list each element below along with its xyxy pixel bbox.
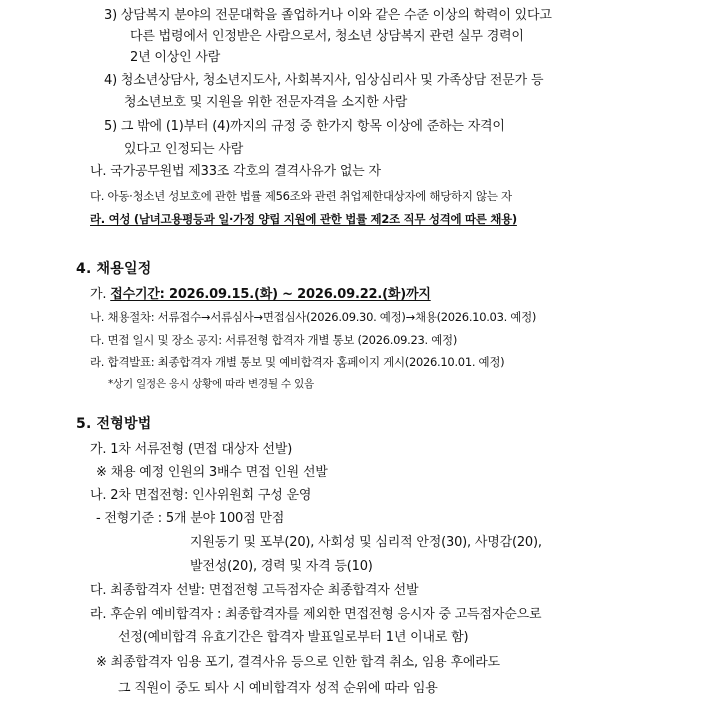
application-period: 접수기간: 2026.09.15.(화) ~ 2026.09.22.(화)까지: [110, 287, 431, 302]
schedule-na: 나. 채용절차: 서류접수→서류심사→면접심사(2026.09.30. 예정)→채용(2026.10.03. 예정): [90, 310, 537, 324]
selection-criteria-detail-1: 지원동기 및 포부(20), 사회성 및 심리적 안정(30), 사명감(20),: [190, 535, 542, 550]
qualification-item-3-line-3: 2년 이상인 사람: [130, 50, 221, 65]
qualification-item-5-line-1: 5) 그 밖에 (1)부터 (4)까지의 규정 중 한가지 항목 이상에 준하는 자격이: [104, 119, 505, 134]
selection-ga-note: ※ 채용 예정 인원의 3배수 면접 인원 선발: [96, 465, 328, 480]
schedule-ga-prefix: 가.: [90, 287, 111, 302]
selection-criteria: - 전형기준 : 5개 분야 100점 만점: [96, 511, 285, 526]
qualification-item-4-line-2: 청소년보호 및 지원을 위한 전문자격을 소지한 사람: [124, 95, 408, 110]
qualification-item-4-line-1: 4) 청소년상담사, 청소년지도사, 사회복지사, 임상심리사 및 가족상담 전문가 등: [104, 73, 544, 88]
qualification-item-3-line-1: 3) 상담복지 분야의 전문대학을 졸업하거나 이와 같은 수준 이상의 학력이 있다고: [104, 8, 552, 23]
selection-na: 나. 2차 면접전형: 인사위원회 구성 운영: [90, 488, 312, 503]
section-5-heading: 5. 전형방법: [76, 416, 152, 432]
qualification-da: 다. 아동·청소년 성보호에 관한 법률 제56조와 관련 취업제한대상자에 해당하지 않는 자: [90, 189, 512, 203]
selection-final-note-line-1: ※ 최종합격자 임용 포기, 결격사유 등으로 인한 합격 취소, 임용 후에라도: [96, 655, 500, 670]
schedule-da: 다. 면접 일시 및 장소 공지: 서류전형 합격자 개별 통보 (2026.09.23. 예정): [90, 333, 458, 347]
qualification-item-5-line-2: 있다고 인정되는 사람: [124, 142, 244, 157]
selection-ra-line-2: 선정(예비합격 유효기간은 합격자 발표일로부터 1년 이내로 함): [118, 630, 469, 645]
schedule-note: *상기 일정은 응시 상황에 따라 변경될 수 있음: [108, 378, 314, 390]
selection-criteria-detail-2: 발전성(20), 경력 및 자격 등(10): [190, 559, 373, 574]
qualification-ra: 라. 여성 (남녀고용평등과 일·가정 양립 지원에 관한 법률 제2조 직무 성격에 따른 채용): [90, 212, 517, 226]
selection-da: 다. 최종합격자 선발: 면접전형 고득점자순 최종합격자 선발: [90, 583, 419, 598]
schedule-ga: [90, 285, 431, 305]
selection-final-note-line-2: 그 직원이 중도 퇴사 시 예비합격자 성적 순위에 따라 임용: [118, 681, 438, 696]
selection-ra-line-1: 라. 후순위 예비합격자 : 최종합격자를 제외한 면접전형 응시자 중 고득점자순으로: [90, 607, 542, 622]
section-4-heading: 4. 채용일정: [76, 261, 152, 277]
selection-ga: 가. 1차 서류전형 (면접 대상자 선발): [90, 442, 293, 457]
schedule-ra: 라. 합격발표: 최종합격자 개별 통보 및 예비합격자 홈페이지 게시(2026.10.01. 예정): [90, 355, 505, 369]
qualification-na: 나. 국가공무원법 제33조 각호의 결격사유가 없는 자: [90, 164, 381, 179]
qualification-item-3-line-2: 다른 법령에서 인정받은 사람으로서, 청소년 상담복지 관련 실무 경력이: [130, 29, 524, 44]
